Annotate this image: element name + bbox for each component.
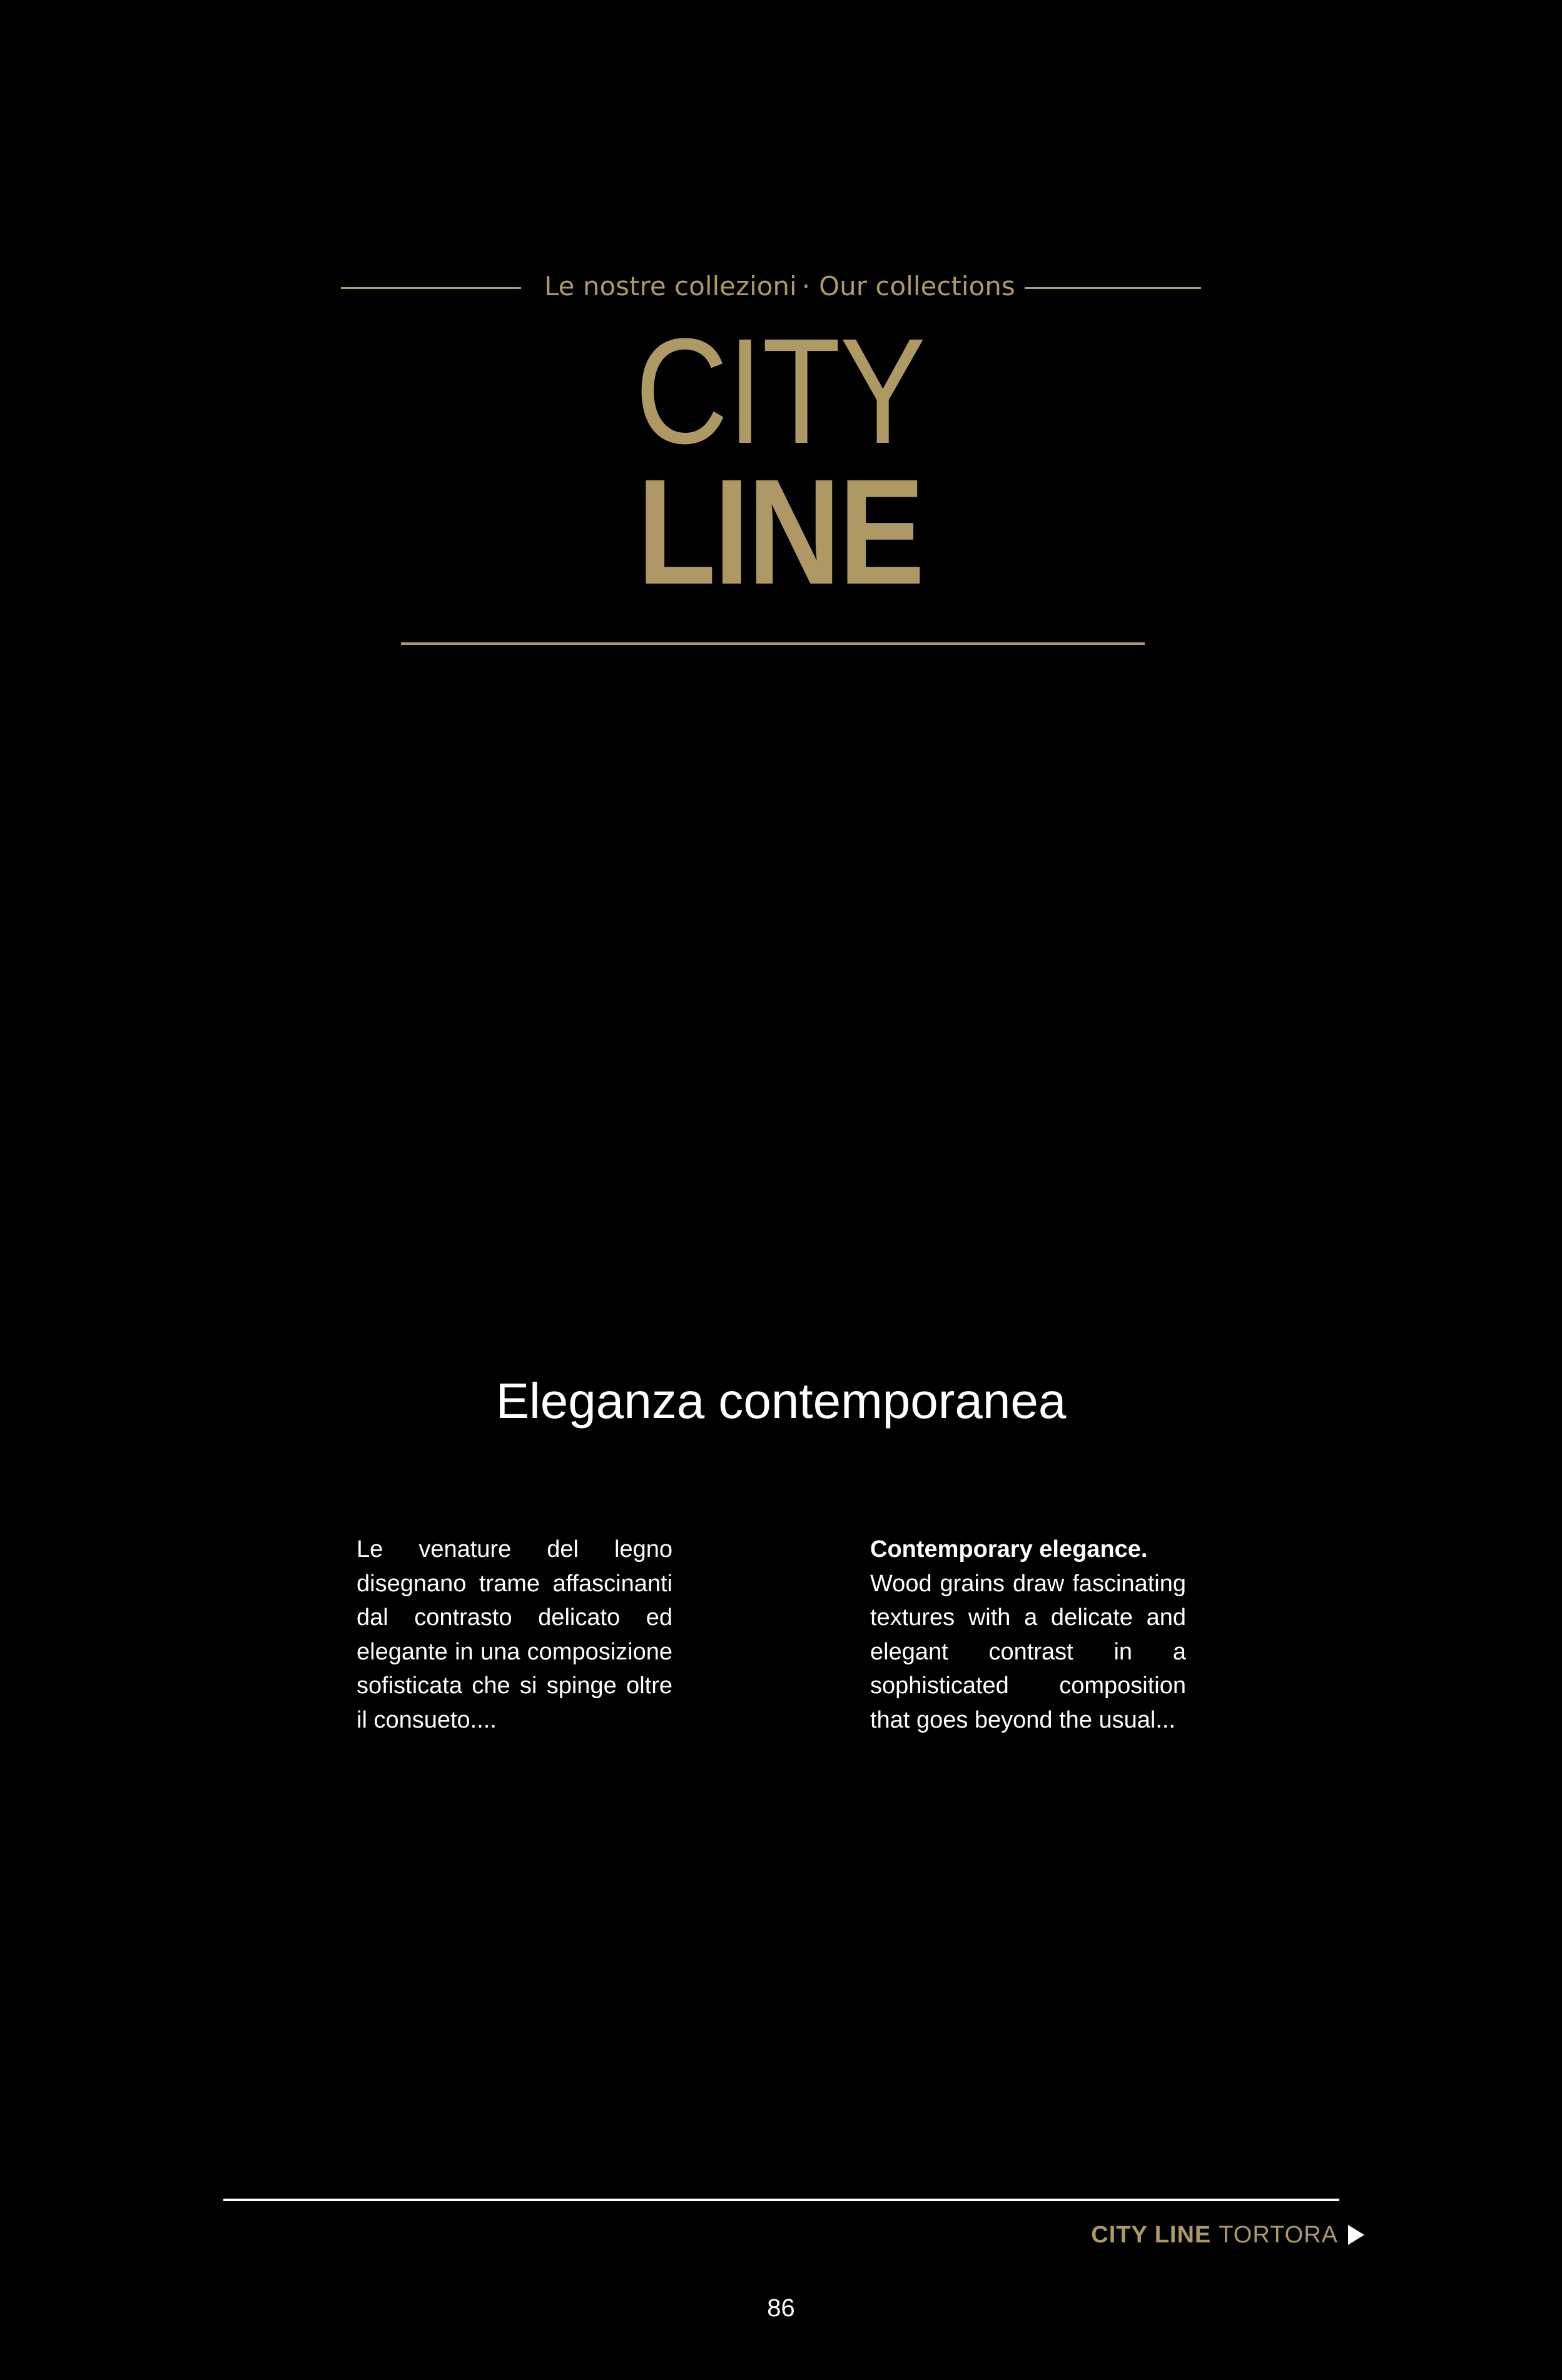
eyebrow-label [544,268,1013,305]
english-description-block [870,1532,1186,1737]
play-arrow-icon[interactable] [1348,2225,1364,2245]
section-heading: Eleganza contemporanea [495,1373,1067,1429]
title-underline [401,642,1145,645]
eyebrow-italian: Le nostre collezioni [544,271,797,301]
footer-variant: TORTORA [1219,2221,1338,2248]
english-lead: Contemporary elegance. [870,1536,1148,1562]
eyebrow-rule-left [341,287,521,289]
eyebrow-rule-right [1025,287,1201,289]
english-description: Wood grains draw fascinating textures with a delicate and elegant contrast in a sophisticated composition that goes beyond the usual... [870,1570,1186,1733]
footer-rule [223,2199,1339,2201]
eyebrow-english: Our collections [819,271,1015,301]
eyebrow-separator: · [801,271,811,301]
next-collection-link[interactable] [1091,2219,1364,2251]
footer-brand: CITY LINE [1091,2221,1212,2248]
collection-title-line1: CITY [635,307,925,475]
collection-title-line2: LINE [637,448,923,615]
italian-description: Le venature del legno disegnano trame affascinanti dal contrasto delicato ed elegante in una composizione sofisticata che si spinge oltre il consueto.... [357,1536,672,1733]
page-number: 86 [767,2294,795,2322]
collections-eyebrow [341,268,1201,305]
